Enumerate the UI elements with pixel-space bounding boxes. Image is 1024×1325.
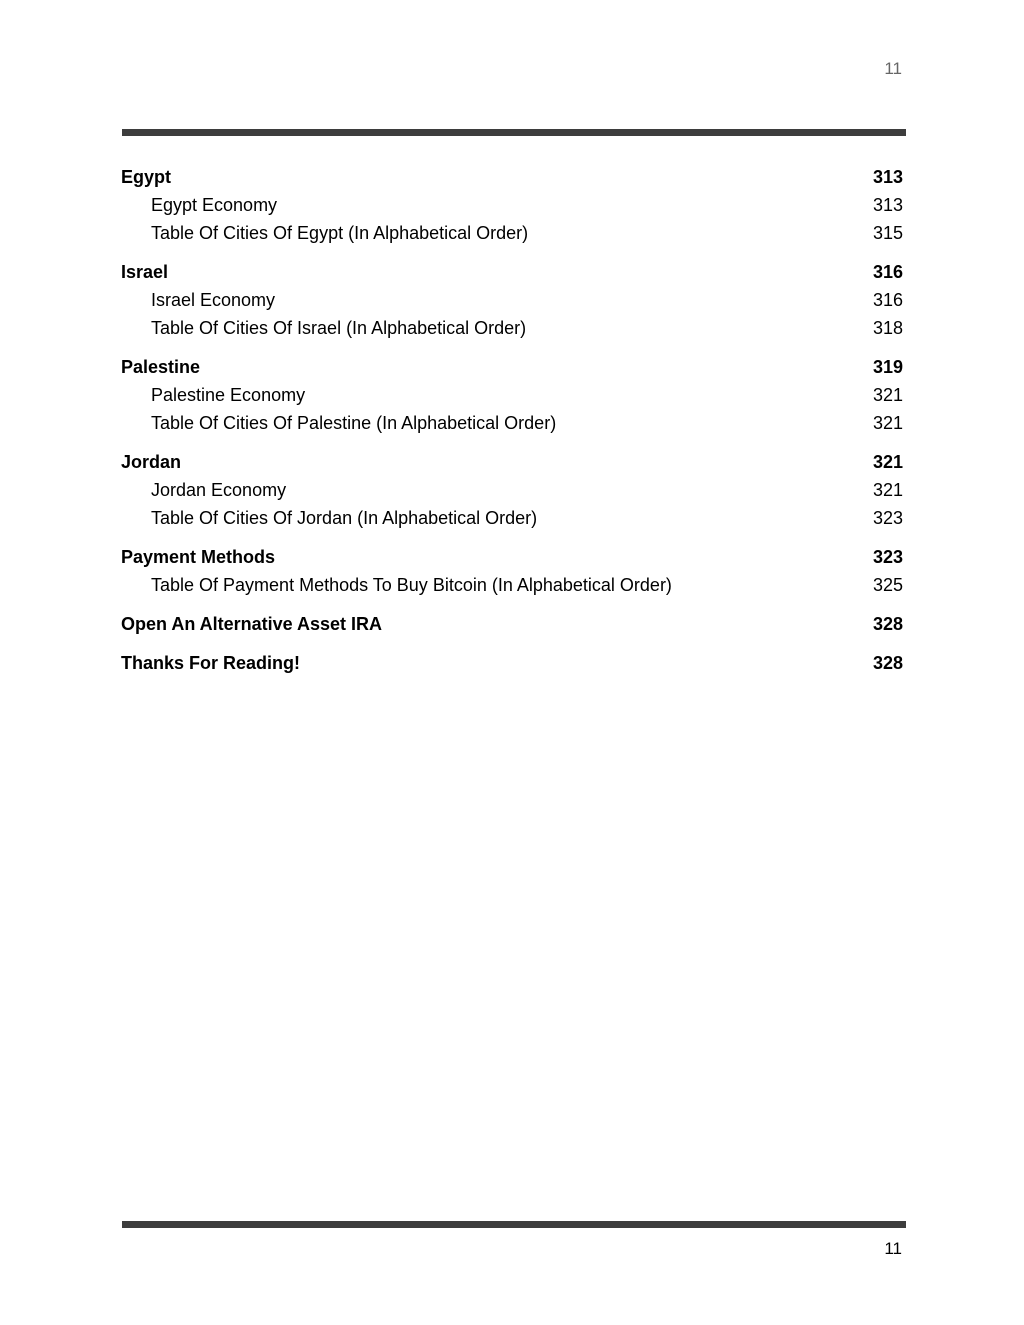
toc-subentry[interactable] [121, 286, 903, 314]
toc-subentry[interactable] [121, 191, 903, 219]
toc-entry-page: 323 [872, 547, 903, 567]
footer-page-number: 11 [884, 1239, 902, 1258]
toc-subentry-page: 321 [872, 480, 903, 500]
toc-entry-title: Israel [121, 262, 169, 282]
toc-entry[interactable] [121, 649, 903, 677]
toc-entry-page: 328 [872, 614, 903, 634]
toc-subentry-page: 318 [872, 318, 903, 338]
toc-entry-title: Egypt [121, 167, 172, 187]
toc-subentry[interactable] [121, 409, 903, 437]
toc-entry-page: 321 [872, 452, 903, 472]
toc-entry-title: Jordan [121, 452, 182, 472]
toc-entry[interactable] [121, 610, 903, 638]
toc-subentry-page: 316 [872, 290, 903, 310]
toc-subentry-title: Table Of Cities Of Egypt (In Alphabetical Order) [151, 223, 529, 243]
toc-entry-page: 328 [872, 653, 903, 673]
toc-subentry-page: 321 [872, 385, 903, 405]
toc-subentry-title: Table Of Cities Of Palestine (In Alphabetical Order) [151, 413, 557, 433]
toc-section-egypt [121, 163, 903, 247]
toc-entry-page: 313 [872, 167, 903, 187]
toc-entry-title: Thanks For Reading! [121, 653, 301, 673]
toc-subentry[interactable] [121, 504, 903, 532]
toc-subentry[interactable] [121, 314, 903, 342]
toc-subentry-page: 325 [872, 575, 903, 595]
toc-entry[interactable] [121, 448, 903, 476]
toc-section-payment-methods [121, 543, 903, 599]
toc-section-jordan [121, 448, 903, 532]
table-of-contents [121, 163, 903, 688]
toc-entry[interactable] [121, 163, 903, 191]
toc-entry-page: 316 [872, 262, 903, 282]
toc-entry-page: 319 [872, 357, 903, 377]
footer-divider [122, 1221, 906, 1228]
toc-subentry[interactable] [121, 381, 903, 409]
toc-subentry-page: 323 [872, 508, 903, 528]
toc-entry[interactable] [121, 543, 903, 571]
toc-subentry-page: 313 [872, 195, 903, 215]
toc-subentry[interactable] [121, 219, 903, 247]
toc-section-israel [121, 258, 903, 342]
toc-section-thanks [121, 649, 903, 677]
toc-entry-title: Open An Alternative Asset IRA [121, 614, 383, 634]
header-divider [122, 129, 906, 136]
header-page-number: 11 [884, 59, 902, 78]
toc-subentry-page: 315 [872, 223, 903, 243]
toc-section-alternative-asset-ira [121, 610, 903, 638]
toc-subentry-title: Table Of Cities Of Israel (In Alphabetical Order) [151, 318, 527, 338]
toc-subentry-title: Israel Economy [151, 290, 276, 310]
toc-subentry-title: Egypt Economy [151, 195, 278, 215]
toc-entry[interactable] [121, 353, 903, 381]
toc-entry-title: Payment Methods [121, 547, 276, 567]
toc-subentry-title: Table Of Cities Of Jordan (In Alphabetical Order) [151, 508, 538, 528]
toc-subentry-title: Palestine Economy [151, 385, 306, 405]
toc-entry-title: Palestine [121, 357, 201, 377]
toc-subentry-title: Table Of Payment Methods To Buy Bitcoin (In Alphabetical Order) [151, 575, 672, 595]
toc-entry[interactable] [121, 258, 903, 286]
toc-subentry[interactable] [121, 571, 903, 599]
toc-subentry-page: 321 [872, 413, 903, 433]
toc-section-palestine [121, 353, 903, 437]
toc-subentry[interactable] [121, 476, 903, 504]
toc-subentry-title: Jordan Economy [151, 480, 287, 500]
